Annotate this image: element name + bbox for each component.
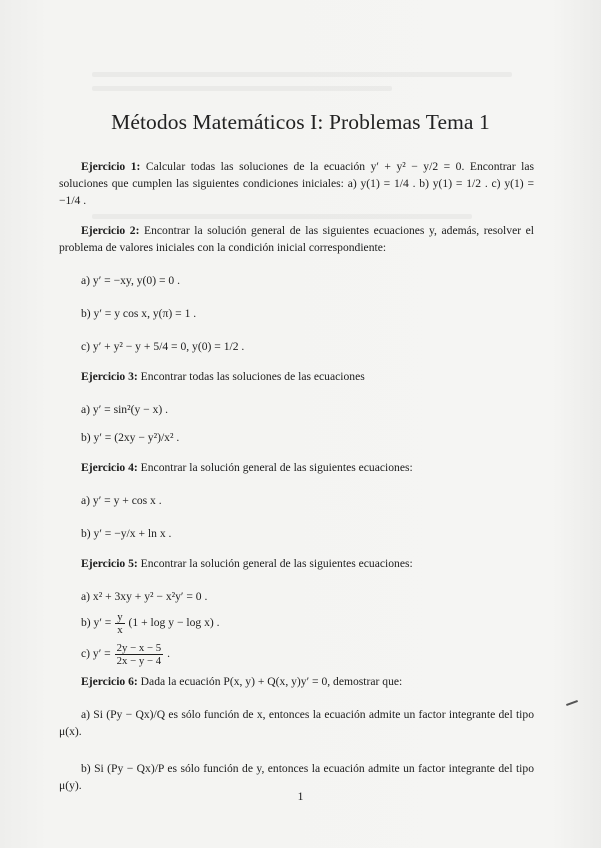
page-title: Métodos Matemáticos I: Problemas Tema 1	[111, 110, 490, 134]
fraction-denominator: 2x − y − 4	[116, 655, 162, 667]
exercise-label: Ejercicio 3:	[81, 370, 138, 383]
exercise-label: Ejercicio 2:	[81, 224, 140, 237]
bleed-through-line	[92, 72, 512, 77]
scan-mark	[566, 700, 578, 706]
exercise-2-item-a: a) y′ = −xy, y(0) = 0 .	[81, 274, 180, 287]
exercise-label: Ejercicio 1:	[81, 160, 141, 173]
exercise-text: Calcular todas las soluciones de la ecuación y′ + y² − y/2 = 0. Encontrar las soluciones que cumplen las siguientes condiciones iniciales: a) y(1) = 1/4 . b) y(1) = 1/2 . c) y(1) = −1/4 .	[59, 160, 534, 207]
equation-suffix: .	[167, 647, 170, 661]
exercise-4-item-a: a) y′ = y + cos x .	[81, 494, 162, 507]
equation-prefix: b) y′ =	[81, 616, 112, 630]
fraction-denominator: x	[117, 624, 123, 636]
exercise-6	[59, 673, 534, 690]
exercise-2-item-b: b) y′ = y cos x, y(π) = 1 .	[81, 307, 197, 320]
fraction	[115, 611, 124, 636]
exercise-4	[59, 459, 534, 476]
exercise-label: Ejercicio 4:	[81, 461, 138, 474]
exercise-3-item-b: b) y′ = (2xy − y²)/x² .	[81, 431, 180, 444]
bleed-through-line	[92, 86, 392, 91]
exercise-6-item-a: a) Si (Py − Qx)/Q es sólo función de x, entonces la ecuación admite un factor integrante del tipo μ(x).	[59, 708, 534, 738]
fraction-numerator: 2y − x − 5	[116, 642, 162, 654]
exercise-4-item-b: b) y′ = −y/x + ln x .	[81, 527, 172, 540]
page-number: 1	[297, 789, 304, 803]
exercise-text: Encontrar la solución general de las siguientes ecuaciones:	[140, 557, 413, 570]
exercise-3	[59, 368, 534, 385]
exercise-5	[59, 555, 534, 572]
exercise-6-item-b: b) Si (Py − Qx)/P es sólo función de y, entonces la ecuación admite un factor integrante del tipo μ(y).	[59, 762, 534, 792]
exercise-2-item-c: c) y′ + y² − y + 5/4 = 0, y(0) = 1/2 .	[81, 340, 245, 353]
exercise-text: Encontrar la solución general de las siguientes ecuaciones:	[140, 461, 413, 474]
problem-list	[59, 158, 534, 794]
exercise-label: Ejercicio 5:	[81, 557, 138, 570]
exercise-1	[59, 158, 534, 209]
exercise-text: Dada la ecuación P(x, y) + Q(x, y)y′ = 0, demostrar que:	[140, 675, 403, 688]
exercise-label: Ejercicio 6:	[81, 675, 138, 688]
fraction	[115, 642, 164, 667]
equation-prefix: c) y′ =	[81, 647, 111, 661]
exercise-5-item-a: a) x² + 3xy + y² − x²y′ = 0 .	[81, 590, 208, 603]
fraction-numerator: y	[117, 611, 123, 623]
exercise-5-item-c	[81, 642, 534, 667]
exercise-2	[59, 222, 534, 256]
exercise-text: Encontrar todas las soluciones de las ecuaciones	[140, 370, 365, 383]
exercise-5-item-b	[81, 611, 534, 636]
equation-suffix: (1 + log y − log x) .	[128, 616, 220, 630]
exercise-text: Encontrar la solución general de las siguientes ecuaciones y, además, resolver el problema de valores iniciales con la condición inicial correspondiente:	[59, 224, 534, 254]
exercise-3-item-a: a) y′ = sin²(y − x) .	[81, 403, 169, 416]
